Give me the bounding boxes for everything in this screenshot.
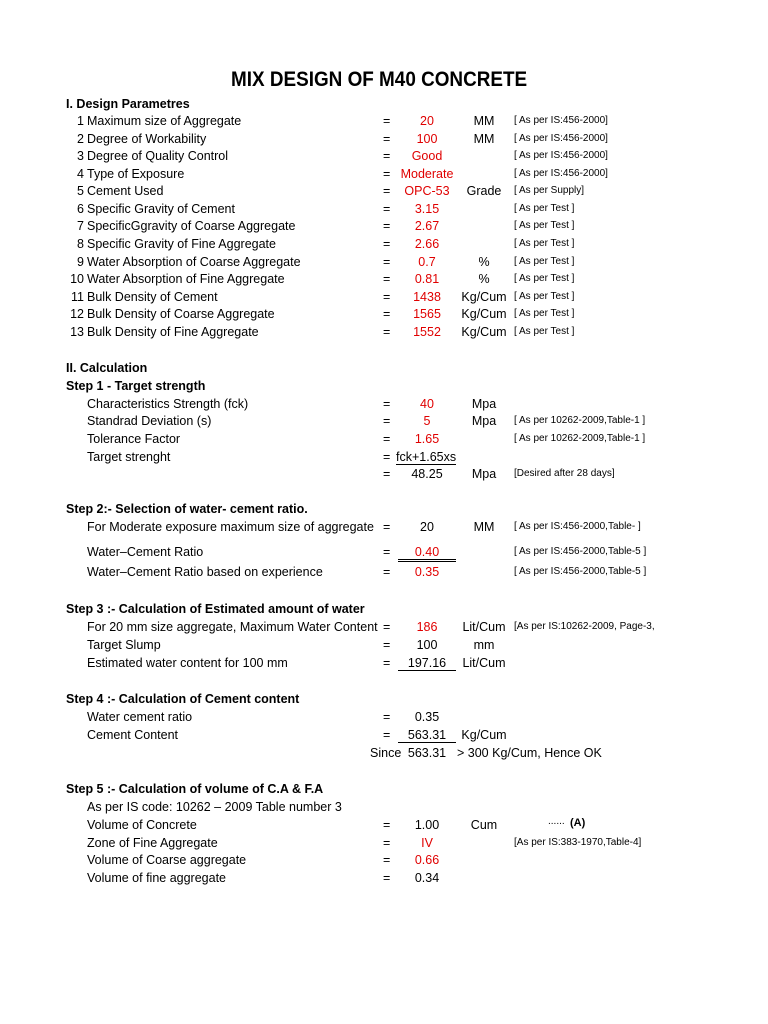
- param-value: 2.67: [414, 219, 440, 233]
- step5-note: As per IS code: 10262 – 2009 Table number 3: [87, 800, 342, 814]
- calc-equals: =: [383, 520, 391, 534]
- section-heading-calculation: II. Calculation: [66, 361, 148, 375]
- calc-label: For 20 mm size aggregate, Maximum Water Content: [87, 620, 378, 634]
- param-unit: Kg/Cum: [461, 325, 507, 339]
- param-label: Water Absorption of Fine Aggregate: [87, 272, 285, 286]
- param-reference: [ As per Test ]: [514, 326, 575, 337]
- param-reference: [ As per Test ]: [514, 308, 575, 319]
- param-value: 1438: [413, 290, 441, 304]
- calc-unit: Mpa: [471, 467, 497, 481]
- param-equals: =: [383, 114, 391, 128]
- calc-label: Characteristics Strength (fck): [87, 397, 249, 411]
- calc-value: 48.25: [411, 467, 443, 481]
- calc-equals: =: [383, 728, 391, 742]
- calc-label: Volume of fine aggregate: [87, 871, 226, 885]
- param-reference: [ As per Test ]: [514, 256, 575, 267]
- param-number: 6: [77, 202, 84, 216]
- marker-dots: ......: [548, 816, 565, 827]
- param-reference: [ As per IS:456-2000]: [514, 150, 608, 161]
- calc-unit: Cum: [470, 818, 498, 832]
- calc-value: 0.34: [414, 871, 440, 885]
- calc-reference: [As per IS:383-1970,Table-4]: [514, 837, 642, 848]
- calc-label: Target Slump: [87, 638, 161, 652]
- param-number: 8: [77, 237, 84, 251]
- calc-label: Water–Cement Ratio: [87, 545, 204, 559]
- calc-equals: =: [383, 871, 391, 885]
- param-number: 2: [77, 132, 84, 146]
- calc-equals: =: [383, 450, 391, 464]
- param-reference: [ As per IS:456-2000]: [514, 168, 608, 179]
- step5-heading: Step 5 :- Calculation of volume of C.A & F.A: [66, 782, 324, 796]
- calc-equals: =: [383, 818, 391, 832]
- param-equals: =: [383, 167, 391, 181]
- calc-value: 186: [416, 620, 438, 634]
- param-reference: [ As per Test ]: [514, 220, 575, 231]
- calc-label: Tolerance Factor: [87, 432, 181, 446]
- param-number: 7: [77, 219, 84, 233]
- step3-heading: Step 3 :- Calculation of Estimated amount of water: [66, 602, 365, 616]
- calc-value: 5: [423, 414, 431, 428]
- calc-unit: Mpa: [471, 414, 497, 428]
- param-number: 12: [70, 307, 84, 321]
- param-label: Degree of Quality Control: [87, 149, 229, 163]
- param-label: Maximum size of Aggregate: [87, 114, 242, 128]
- param-equals: =: [383, 184, 391, 198]
- calc-label: Target strenght: [87, 450, 171, 464]
- calc-value: 0.35: [414, 710, 440, 724]
- step2-heading: Step 2:- Selection of water- cement ratio.: [66, 502, 308, 516]
- param-value: 1565: [413, 307, 441, 321]
- calc-value: 40: [420, 397, 434, 411]
- param-number: 5: [77, 184, 84, 198]
- param-equals: =: [383, 307, 391, 321]
- calc-value: 0.40: [398, 545, 456, 562]
- param-value: OPC-53: [404, 184, 450, 198]
- since-text: > 300 Kg/Cum, Hence OK: [457, 746, 602, 760]
- param-reference: [ As per Test ]: [514, 203, 575, 214]
- section-heading-design-parameters: I. Design Parametres: [66, 97, 190, 111]
- calc-value: 1.65: [414, 432, 440, 446]
- param-number: 9: [77, 255, 84, 269]
- param-unit: %: [478, 255, 490, 269]
- calc-unit: Lit/Cum: [462, 620, 506, 634]
- since-label: Since: [370, 746, 402, 760]
- calc-value: 197.16: [398, 656, 456, 671]
- param-unit: Kg/Cum: [461, 307, 507, 321]
- param-value: 20: [420, 114, 434, 128]
- param-reference: [ As per IS:456-2000]: [514, 133, 608, 144]
- calc-value: 100: [416, 638, 438, 652]
- calc-label: Volume of Concrete: [87, 818, 197, 832]
- param-number: 13: [70, 325, 84, 339]
- since-value: 563.31: [407, 746, 447, 760]
- param-value: 1552: [413, 325, 441, 339]
- param-value: 0.7: [418, 255, 436, 269]
- param-unit: Kg/Cum: [461, 290, 507, 304]
- param-value: Moderate: [400, 167, 454, 181]
- param-number: 11: [71, 290, 84, 304]
- param-value: 2.66: [414, 237, 440, 251]
- calc-label: Cement Content: [87, 728, 179, 742]
- param-equals: =: [383, 202, 391, 216]
- calc-label: Zone of Fine Aggregate: [87, 836, 218, 850]
- calc-value: fck+1.65xs: [396, 450, 457, 464]
- param-reference: [ As per Test ]: [514, 238, 575, 249]
- param-unit: %: [478, 272, 490, 286]
- param-label: Specific Gravity of Cement: [87, 202, 235, 216]
- param-reference: [ As per Test ]: [514, 273, 575, 284]
- calc-unit: mm: [473, 638, 495, 652]
- param-unit: MM: [473, 132, 495, 146]
- calc-value: 20: [420, 520, 434, 534]
- param-unit: MM: [473, 114, 495, 128]
- step4-heading: Step 4 :- Calculation of Cement content: [66, 692, 300, 706]
- calc-unit: MM: [473, 520, 495, 534]
- param-number: 4: [77, 167, 84, 181]
- step1-heading: Step 1 - Target strength: [66, 379, 206, 393]
- param-value: Good: [411, 149, 443, 163]
- param-label: Degree of Workability: [87, 132, 207, 146]
- param-reference: [ As per IS:456-2000]: [514, 115, 608, 126]
- calc-reference: [Desired after 28 days]: [514, 468, 615, 479]
- calc-equals: =: [383, 853, 391, 867]
- param-label: Bulk Density of Cement: [87, 290, 218, 304]
- param-equals: =: [383, 325, 391, 339]
- param-reference: [ As per Supply]: [514, 185, 585, 196]
- calc-equals: =: [383, 620, 391, 634]
- param-equals: =: [383, 237, 391, 251]
- calc-unit: Kg/Cum: [461, 728, 507, 742]
- calc-equals: =: [383, 467, 391, 481]
- calc-equals: =: [383, 545, 391, 559]
- calc-label: Water cement ratio: [87, 710, 193, 724]
- param-number: 3: [77, 149, 84, 163]
- param-number: 10: [70, 272, 84, 286]
- param-value: 3.15: [414, 202, 440, 216]
- calc-equals: =: [383, 638, 391, 652]
- param-label: Specific Gravity of Fine Aggregate: [87, 237, 276, 251]
- calc-reference: [ As per 10262-2009,Table-1 ]: [514, 433, 646, 444]
- param-reference: [ As per Test ]: [514, 291, 575, 302]
- page-title: MIX DESIGN OF M40 CONCRETE: [231, 68, 528, 91]
- param-label: Bulk Density of Fine Aggregate: [87, 325, 259, 339]
- calc-equals: =: [383, 836, 391, 850]
- calc-equals: =: [383, 565, 391, 579]
- calc-label: Estimated water content for 100 mm: [87, 656, 288, 670]
- param-unit: Grade: [466, 184, 502, 198]
- param-equals: =: [383, 132, 391, 146]
- calc-reference: [ As per IS:456-2000,Table- ]: [514, 521, 641, 532]
- calc-value: 563.31: [398, 728, 456, 743]
- calc-label: Volume of Coarse aggregate: [87, 853, 247, 867]
- calc-reference: [As per IS:10262-2009, Page-3,: [514, 621, 655, 632]
- calc-equals: =: [383, 656, 391, 670]
- calc-label: For Moderate exposure maximum size of aggregate: [87, 520, 374, 534]
- calc-unit: Mpa: [471, 397, 497, 411]
- param-value: 100: [416, 132, 438, 146]
- param-number: 1: [77, 114, 84, 128]
- param-equals: =: [383, 149, 391, 163]
- calc-value: 0.35: [414, 565, 440, 579]
- calc-equals: =: [383, 432, 391, 446]
- calc-equals: =: [383, 414, 391, 428]
- param-label: Cement Used: [87, 184, 164, 198]
- calc-value: 0.66: [414, 853, 440, 867]
- calc-reference: [ As per IS:456-2000,Table-5 ]: [514, 566, 647, 577]
- param-value: 0.81: [414, 272, 440, 286]
- param-equals: =: [383, 255, 391, 269]
- param-label: Type of Exposure: [87, 167, 185, 181]
- calc-value: 1.00: [414, 818, 440, 832]
- marker-label: (A): [570, 817, 586, 829]
- calc-unit: Lit/Cum: [462, 656, 506, 670]
- calc-value: IV: [421, 836, 433, 850]
- calc-equals: =: [383, 710, 391, 724]
- param-equals: =: [383, 272, 391, 286]
- calc-equals: =: [383, 397, 391, 411]
- param-label: Bulk Density of Coarse Aggregate: [87, 307, 275, 321]
- param-label: Water Absorption of Coarse Aggregate: [87, 255, 301, 269]
- calc-reference: [ As per IS:456-2000,Table-5 ]: [514, 546, 647, 557]
- param-label: SpecificGgravity of Coarse Aggregate: [87, 219, 296, 233]
- calc-label: Standrad Deviation (s): [87, 414, 212, 428]
- param-equals: =: [383, 219, 391, 233]
- calc-reference: [ As per 10262-2009,Table-1 ]: [514, 415, 646, 426]
- param-equals: =: [383, 290, 391, 304]
- calc-label: Water–Cement Ratio based on experience: [87, 565, 323, 579]
